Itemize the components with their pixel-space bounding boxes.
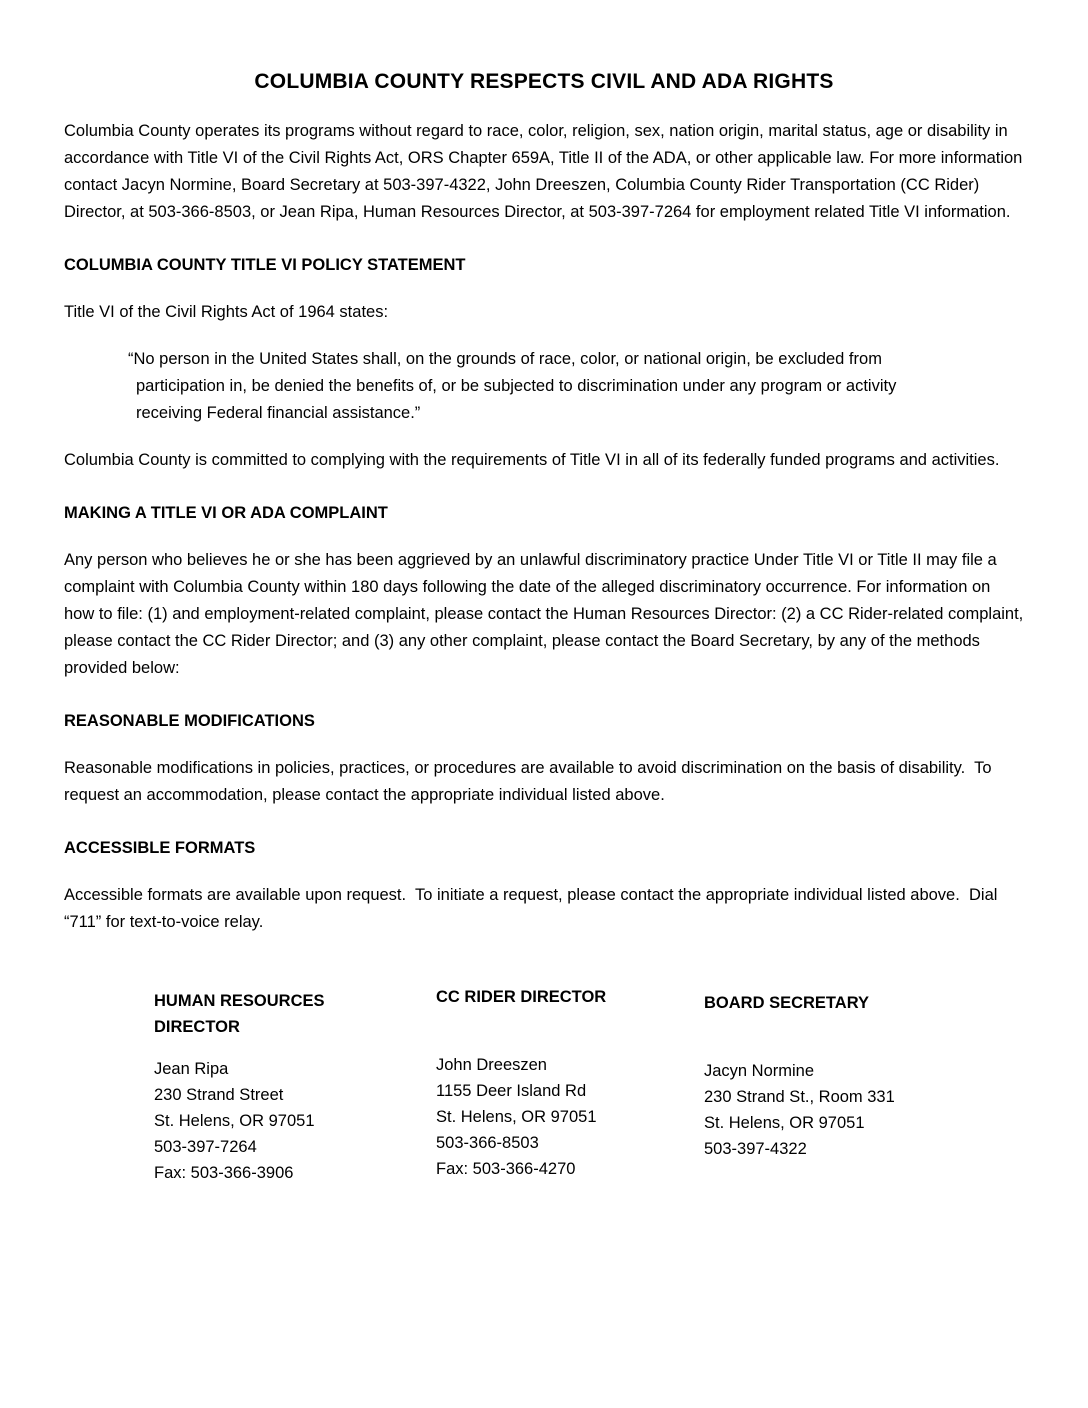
contact-address-street: 230 Strand St., Room 331: [704, 1088, 895, 1106]
modifications-section-heading: REASONABLE MODIFICATIONS: [64, 712, 315, 730]
policy-lead-text: Title VI of the Civil Rights Act of 1964 states:: [64, 303, 389, 321]
contact-heading-cc-rider: CC RIDER DIRECTOR: [436, 988, 607, 1006]
contact-heading-board-secretary: BOARD SECRETARY: [704, 994, 870, 1012]
document-title: COLUMBIA COUNTY RESPECTS CIVIL AND ADA RIGHTS: [254, 70, 834, 93]
contact-phone: 503-366-8503: [436, 1134, 539, 1152]
complaint-paragraph: Any person who believes he or she has been aggrieved by an unlawful discriminatory practice Under Title VI or Title II may file a complaint with Columbia County within 180 days following the date of the alleged discriminatory occurrence. For information on how to file: (1) and employment-related complaint, please contact the Human Resources Director: (2) a CC Rider-related complaint, please contact the CC Rider Director; and (3) any other complaint, please contact the Board Secretary, by any of the methods provided below:: [64, 551, 1028, 677]
contact-address-city: St. Helens, OR 97051: [154, 1112, 315, 1130]
contact-address-city: St. Helens, OR 97051: [436, 1108, 597, 1126]
contacts-section: [154, 988, 1024, 1186]
contact-fax: Fax: 503-366-3906: [154, 1164, 294, 1182]
contact-phone: 503-397-4322: [704, 1140, 807, 1158]
commitment-paragraph: Columbia County is committed to complying with the requirements of Title VI in all of its federally funded programs and activities.: [64, 451, 1000, 469]
contact-name: Jean Ripa: [154, 1060, 229, 1078]
complaint-section-heading: MAKING A TITLE VI OR ADA COMPLAINT: [64, 504, 388, 522]
policy-section-heading: COLUMBIA COUNTY TITLE VI POLICY STATEMENT: [64, 256, 466, 274]
contact-heading-human-resources: HUMAN RESOURCES DIRECTOR: [154, 992, 325, 1036]
contact-address-street: 1155 Deer Island Rd: [436, 1082, 587, 1100]
contact-name: John Dreeszen: [436, 1056, 547, 1074]
contact-column-cc-rider: [436, 984, 704, 1186]
intro-paragraph: Columbia County operates its programs without regard to race, color, religion, sex, nation origin, marital status, age or disability in accordance with Title VI of the Civil Rights Act, ORS Chapter 659A, Title II of the ADA, or other applicable law. For more information contact Jacyn Normine, Board Secretary at 503-397-4322, John Dreeszen, Columbia County Rider Transportation (CC Rider) Director, at 503-366-8503, or Jean Ripa, Human Resources Director, at 503-397-7264 for employment related Title VI information.: [64, 122, 1027, 221]
formats-paragraph: Accessible formats are available upon request. To initiate a request, please contact the appropriate individual listed above. Dial “711” for text-to-voice relay.: [64, 886, 1003, 931]
contact-address-city: St. Helens, OR 97051: [704, 1114, 865, 1132]
contact-fax: Fax: 503-366-4270: [436, 1160, 576, 1178]
formats-section-heading: ACCESSIBLE FORMATS: [64, 839, 256, 857]
contact-name: Jacyn Normine: [704, 1062, 815, 1080]
policy-quote: “No person in the United States shall, on the grounds of race, color, or national origin, be excluded from participation in, be denied the benefits of, or be subjected to discrimination under any program or activity receiving Federal financial assistance.”: [128, 350, 901, 422]
contact-address-street: 230 Strand Street: [154, 1086, 284, 1104]
modifications-paragraph: Reasonable modifications in policies, practices, or procedures are available to avoid discrimination on the basis of disability. To request an accommodation, please contact the appropriate individual listed above.: [64, 759, 997, 804]
contact-phone: 503-397-7264: [154, 1138, 257, 1156]
contact-column-board-secretary: [704, 990, 1004, 1186]
contact-column-human-resources: [154, 988, 436, 1186]
